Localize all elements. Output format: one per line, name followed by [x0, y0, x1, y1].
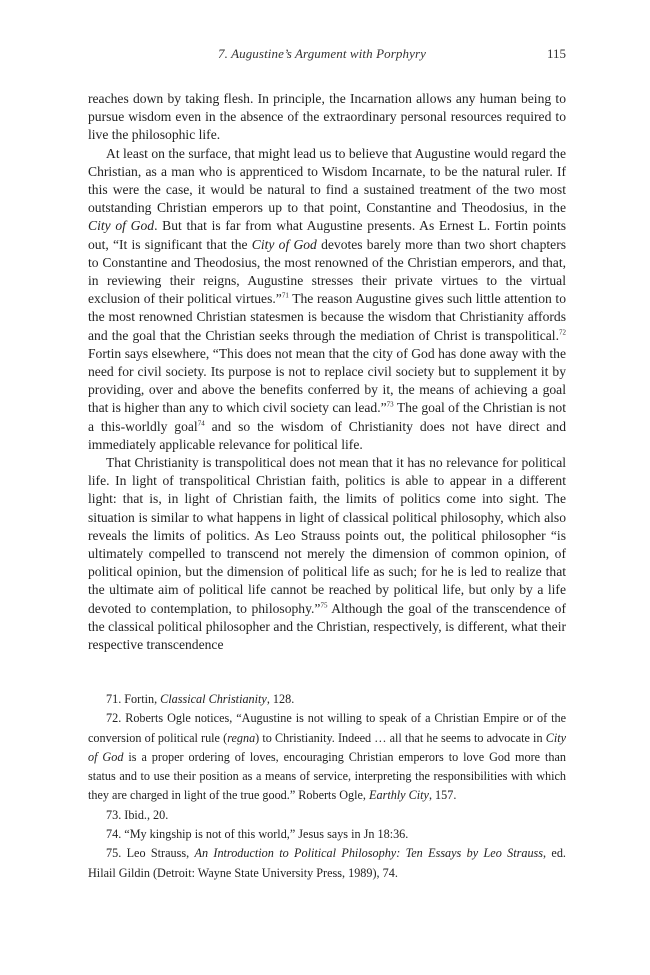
footnote-ref-74[interactable]: 74	[197, 419, 205, 428]
footnote-ref-73[interactable]: 73	[386, 400, 394, 409]
running-head	[88, 46, 566, 64]
paragraph-text: . But that is far from what Augustine presents. As Ernest L. Fortin points out, “It is significant that the	[88, 218, 567, 252]
paragraph-text: and so the wisdom of Christianity does not have direct and immediately applicable relevance for political life.	[88, 418, 566, 452]
footnote-number: 72.	[106, 711, 126, 726]
footnote-75	[88, 844, 566, 883]
footnote-text: Ibid., 20.	[124, 807, 169, 822]
paragraph-1	[88, 90, 566, 145]
footnote-ref-71[interactable]: 71	[281, 291, 289, 300]
footnote-text: , ed. Hilail Gildin (Detroit: Wayne State University Press, 1989), 74.	[88, 846, 566, 880]
footnote-number: 73.	[106, 807, 125, 822]
paragraph-2	[88, 145, 566, 454]
book-title-italic: An Introduction to Political Philosophy: Ten Essays by Leo Strauss	[194, 846, 544, 861]
footnote-text: Roberts Ogle notices, “Augustine is not willing to speak of a Christian Empire or of the conversion of political rule (	[88, 711, 567, 745]
footnote-text: , 128.	[266, 692, 295, 706]
footnote-number: 74.	[106, 827, 125, 842]
book-title-italic: City of God	[251, 236, 317, 252]
paragraph-text: reaches down by taking flesh. In principle, the Incarnation allows any human being to pursue wisdom even in the absence of the extraordinary personal resources required to live the philosophic life.	[88, 91, 566, 143]
footnote-text: Leo Strauss,	[126, 846, 195, 861]
paragraph-text: The goal of the Christian is not a this-worldly goal	[88, 400, 566, 434]
paragraph-text: devotes barely more than two short chapters to Constantine and Theodosius, the most renowned of the Christian emperors, and that, in reviewing their reigns, Augustine stresses their private virtues to the virtual exclusion of their political virtues.”	[88, 236, 567, 307]
footnote-ref-75[interactable]: 75	[320, 601, 328, 610]
footnote-text: ) to Christianity. Indeed … all that he seems to advocate in	[255, 730, 546, 745]
footnote-text: is a proper ordering of loves, encouraging Christian emperors to love God more than status and to use their position as a means of service, interpreting the responsibilities with which they are charged in light of the true good.” Roberts Ogle,	[88, 749, 566, 803]
paragraph-3	[88, 454, 566, 654]
paragraph-text: The reason Augustine gives such little attention to the most renowned Christian statesmen is because the wisdom that Christianity affords and the goal that the Christian seeks through the mediation of Christ is transpolitical.	[88, 291, 567, 343]
book-title-italic: Earthly City	[369, 788, 429, 803]
book-title-italic: City of God	[88, 730, 567, 764]
footnote-71	[88, 690, 566, 709]
footnote-73	[88, 806, 566, 825]
footnote-number: 71.	[106, 692, 125, 706]
book-title-italic: Classical Christianity	[160, 692, 267, 706]
paragraph-text: Fortin says elsewhere, “This does not mean that the city of God has done away with the need for civil society. Its purpose is not to replace civil society but to supplement it by providing, over and above the benefits conferred by it, the means of achieving a goal that is higher than any to which civil society can lead.”	[88, 345, 566, 416]
latin-term-italic: regna	[227, 730, 256, 745]
footnote-text: Fortin,	[124, 692, 161, 706]
running-title: 7. Augustine’s Argument with Porphyry	[218, 46, 426, 61]
paragraph-text: Although the goal of the transcendence of the classical political philosopher and the Christian, respectively, is different, what their respective transcendence	[88, 600, 566, 653]
body-text	[88, 90, 566, 654]
paragraph-text: That Christianity is transpolitical does not mean that it has no relevance for political life. In light of transpolitical Christian faith, politics is able to appear in a different light: that is, in light of Christian faith, the limits of politics come into sight. The situation is similar to what happens in light of classical political philosophy, which also reveals the limits of politics. As Leo Strauss points out, the political philosopher “is ultimately compelled to transcend not merely the dimension of common opinion, of political opinion, but the dimension of political life as such; for he is led to realize that the ultimate aim of political life cannot be reached by political life, but only by a life devoted to contemplation, to philosophy.”	[88, 455, 566, 616]
footnote-72	[88, 709, 566, 805]
page-number: 115	[546, 46, 566, 61]
footnote-text: , 157.	[428, 788, 457, 803]
footnote-number: 75.	[106, 846, 127, 861]
footnotes	[88, 690, 566, 883]
book-title-italic: City of God	[88, 218, 155, 234]
footnote-74	[88, 825, 566, 844]
footnote-text: “My kingship is not of this world,” Jesus says in Jn 18:36.	[124, 827, 409, 842]
footnote-ref-72[interactable]: 72	[559, 328, 566, 337]
paragraph-text: At least on the surface, that might lead us to believe that Augustine would regard the Christian, as a man who is apprenticed to Wisdom Incarnate, to be the natural ruler. If this were the case, it would be natural to find a sustained treatment of the two most outstanding Christian emperors up to that point, Constantine and Theodosius, in the	[88, 145, 566, 216]
